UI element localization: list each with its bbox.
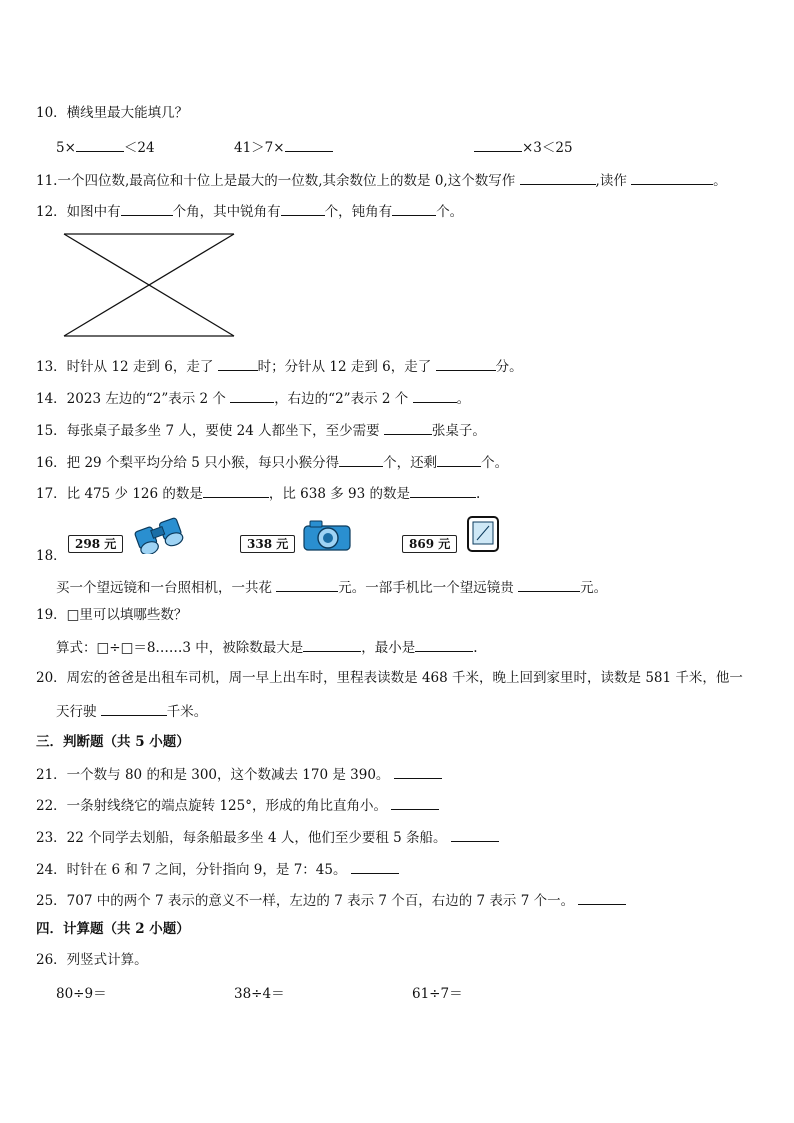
question-15: 15．每张桌子最多坐 7 人，要使 24 人都坐下，至少需要 张桌子。 (36, 420, 486, 440)
binoculars-icon (128, 512, 190, 554)
answer-blank[interactable] (339, 452, 383, 467)
calc-item: 80÷9＝ (56, 986, 107, 1002)
answer-blank[interactable] (121, 201, 173, 216)
question-19-formula: 算式：□÷□＝8……3 中，被除数最大是 ，最小是 . (56, 637, 478, 657)
price-tag: 298 元 (68, 535, 123, 553)
answer-blank[interactable] (392, 201, 436, 216)
q10-item-b: 41＞7× (234, 137, 333, 157)
answer-blank[interactable] (203, 483, 269, 498)
answer-blank[interactable] (285, 137, 333, 152)
question-12: 12．如图中有 个角，其中锐角有 个，钝角有 个。 (36, 201, 463, 221)
question-13: 13．时针从 12 走到 6，走了 时；分针从 12 走到 6，走了 分。 (36, 356, 523, 376)
camera-icon (300, 518, 356, 554)
answer-blank[interactable] (631, 170, 713, 185)
answer-blank[interactable] (578, 890, 626, 905)
answer-blank[interactable] (413, 388, 457, 403)
answer-blank[interactable] (518, 577, 580, 592)
question-18-number: 18． (36, 548, 67, 564)
q10-item-c: ×3＜25 (474, 137, 573, 157)
question-22: 22．一条射线绕它的端点旋转 125°，形成的角比直角小。 (36, 795, 439, 815)
crossed-lines-figure (60, 230, 238, 340)
question-26: 26．列竖式计算。 (36, 952, 148, 968)
question-21: 21．一个数与 80 的和是 300，这个数减去 170 是 390。 (36, 764, 442, 784)
answer-blank[interactable] (410, 483, 476, 498)
q10-item-a: 5× ＜24 (56, 137, 155, 157)
question-23: 23．22 个同学去划船，每条船最多坐 4 人，他们至少要租 5 条船。 (36, 827, 499, 847)
calc-item: 38÷4＝ (234, 986, 285, 1002)
answer-blank[interactable] (230, 388, 274, 403)
answer-blank[interactable] (391, 795, 439, 810)
answer-blank[interactable] (415, 637, 473, 652)
question-16: 16．把 29 个梨平均分给 5 只小猴，每只小猴分得 个，还剩 个。 (36, 452, 508, 472)
question-19: 19．□里可以填哪些数？ (36, 607, 188, 623)
section-heading: 四．计算题（共 2 小题） (36, 921, 190, 937)
question-20: 20．周宏的爸爸是出租车司机，周一早上出车时，里程表读数是 468 千米，晚上回到家里时，读数是 581 千米，他一 (36, 670, 743, 686)
answer-blank[interactable] (384, 420, 432, 435)
answer-blank[interactable] (437, 452, 481, 467)
answer-blank[interactable] (276, 577, 338, 592)
price-tag: 338 元 (240, 535, 295, 553)
section-heading: 三．判断题（共 5 小题） (36, 734, 190, 750)
question-25: 25．707 中的两个 7 表示的意义不一样，左边的 7 表示 7 个百，右边的 7 表示 7 个一。 (36, 890, 626, 910)
price-tag: 869 元 (402, 535, 457, 553)
answer-blank[interactable] (76, 137, 124, 152)
answer-blank[interactable] (451, 827, 499, 842)
answer-blank[interactable] (218, 356, 258, 371)
question-14: 14．2023 左边的“2”表示 2 个 ，右边的“2”表示 2 个 。 (36, 388, 470, 408)
answer-blank[interactable] (394, 764, 442, 779)
answer-blank[interactable] (436, 356, 496, 371)
calc-item: 61÷7＝ (412, 986, 463, 1002)
answer-blank[interactable] (520, 170, 596, 185)
answer-blank[interactable] (281, 201, 325, 216)
question-20-cont: 天行驶 千米。 (56, 701, 207, 721)
answer-blank[interactable] (101, 701, 167, 716)
question-24: 24．时针在 6 和 7 之间，分针指向 9，是 7：45。 (36, 859, 399, 879)
phone-icon (465, 514, 501, 554)
answer-blank[interactable] (303, 637, 361, 652)
question-17: 17．比 475 少 126 的数是 ，比 638 多 93 的数是 . (36, 483, 480, 503)
answer-blank[interactable] (474, 137, 522, 152)
answer-blank[interactable] (351, 859, 399, 874)
question-text: 10．横线里最大能填几？ (36, 105, 189, 121)
question-11: 11.一个四位数,最高位和十位上是最大的一位数,其余数位上的数是 0,这个数写作 ,读作 。 (36, 170, 727, 190)
question-18: 买一个望远镜和一台照相机，一共花 元。一部手机比一个望远镜贵 元。 (56, 577, 607, 597)
question-10 (36, 104, 188, 122)
